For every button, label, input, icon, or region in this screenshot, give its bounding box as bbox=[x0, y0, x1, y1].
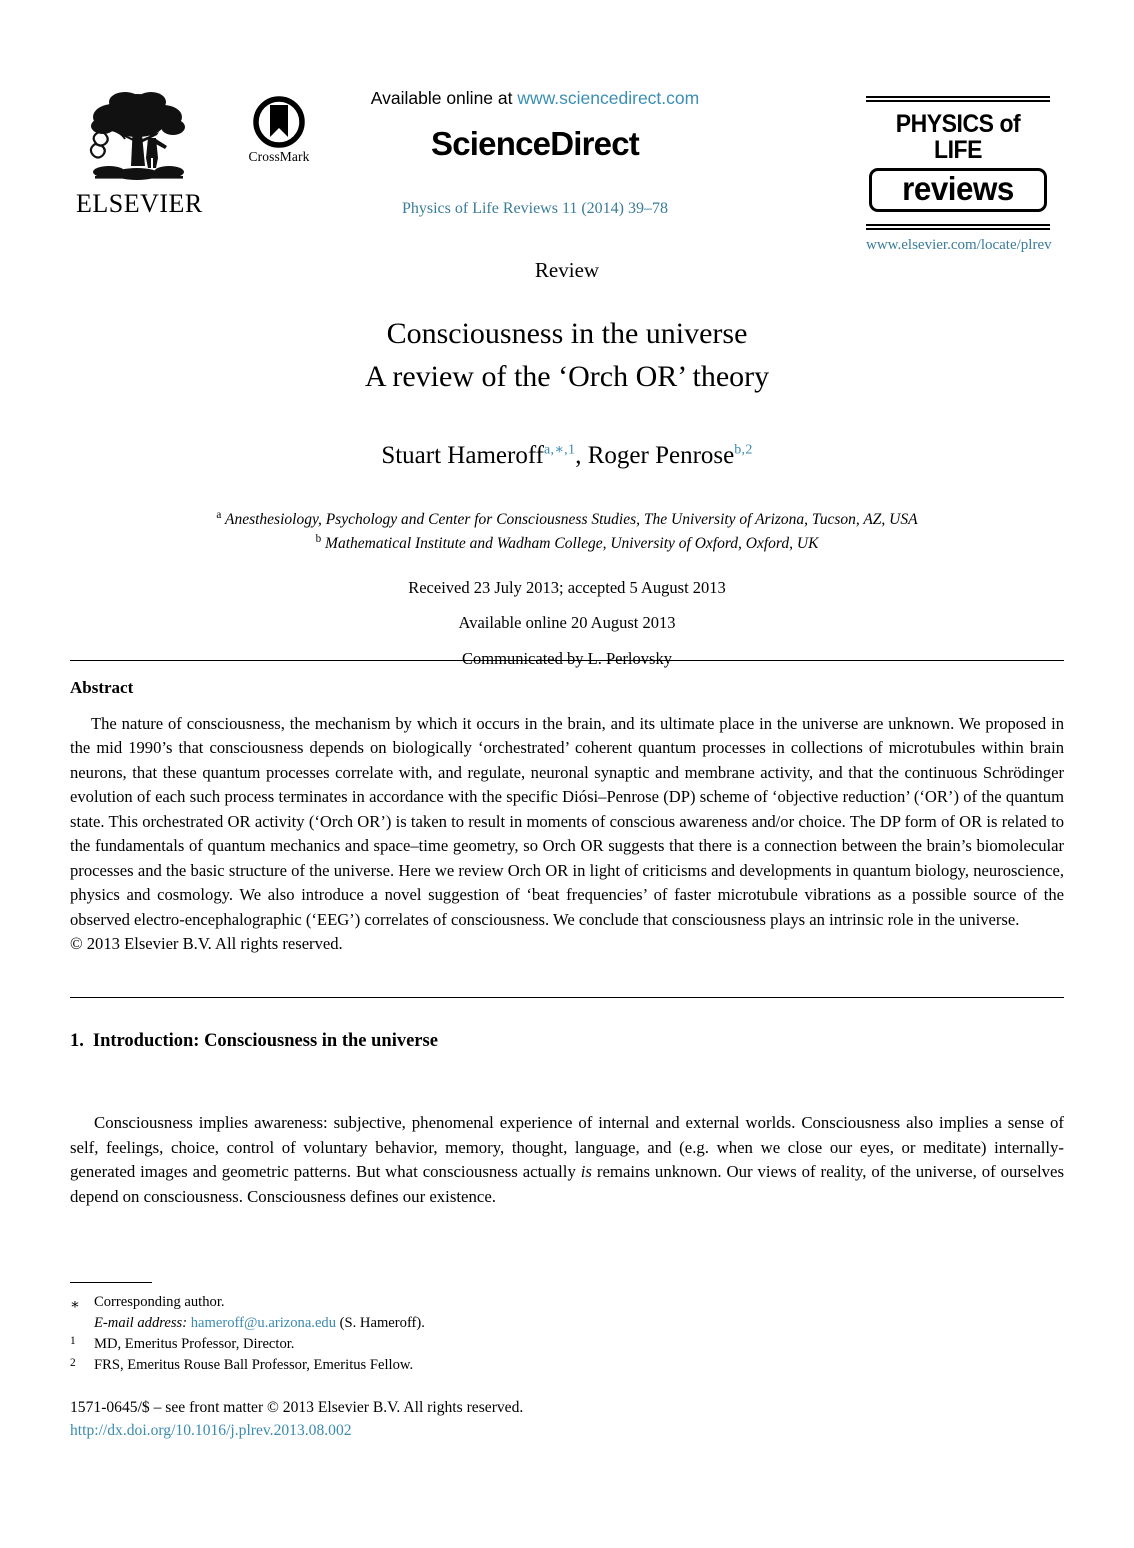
page-footer bbox=[70, 1396, 870, 1443]
article-type: Review bbox=[534, 258, 600, 282]
masthead bbox=[0, 0, 1134, 254]
footnote-mark-star: ∗ bbox=[70, 1296, 80, 1313]
abstract-rule-top bbox=[70, 660, 1064, 661]
received-accepted-date: Received 23 July 2013; accepted 5 August 2013 bbox=[408, 577, 726, 597]
affiliation-mark-a: a bbox=[216, 508, 222, 521]
sciencedirect-wordmark: ScienceDirect bbox=[431, 125, 639, 162]
author-name-0[interactable]: Stuart Hameroff bbox=[381, 442, 545, 470]
author-marks-0: a,∗,1 bbox=[544, 443, 576, 459]
footnote-text-2: FRS, Emeritus Rouse Ball Professor, Emeritus Fellow. bbox=[94, 1357, 414, 1374]
footnote-email-text bbox=[94, 1313, 770, 1334]
affiliation-text-b: Mathematical Institute and Wadham College, University of Oxford, Oxford, UK bbox=[325, 535, 819, 553]
intro-part-2: remains unknown. Our views of reality, of the universe, of ourselves depend on consciousness. Consciousness defines our existence. bbox=[70, 1162, 1064, 1207]
affiliations bbox=[67, 507, 1067, 556]
front-matter-line: 1571-0645/$ – see front matter © 2013 Elsevier B.V. All rights reserved. bbox=[70, 1399, 524, 1416]
intro-part-1: Consciousness implies awareness: subjective, phenomenal experience of internal and external worlds. Consciousness also implies a sense of self, feelings, choice, control of voluntary behavior, memory, thought, language, and (e.g. when we close our eyes, or meditate) internally-generated images and geometric patterns. But what consciousness actually bbox=[70, 1112, 1064, 1182]
email-address-label: E-mail address: bbox=[94, 1315, 188, 1332]
journal-url-link[interactable]: www.elsevier.com/locate/plrev bbox=[866, 237, 1052, 254]
page-title bbox=[67, 313, 1067, 398]
footnote-1 bbox=[70, 1334, 770, 1355]
journal-logo bbox=[866, 96, 1050, 254]
logo-rule-bottom bbox=[866, 224, 1050, 230]
section-heading-1 bbox=[70, 1031, 1064, 1052]
footnote-rule bbox=[70, 1282, 152, 1283]
email-link[interactable]: hameroff@u.arizona.edu bbox=[190, 1315, 337, 1332]
email-suffix: (S. Hameroff). bbox=[336, 1315, 425, 1332]
abstract-copyright: © 2013 Elsevier B.V. All rights reserved. bbox=[70, 934, 343, 954]
affiliation-text-a: Anesthesiology, Psychology and Center for Consciousness Studies, The University of Arizona, Tucson, AZ, USA bbox=[224, 511, 918, 529]
author-separator: , bbox=[575, 442, 588, 470]
crossmark-badge[interactable] bbox=[236, 96, 322, 165]
footnote-mark-1: 1 bbox=[70, 1335, 76, 1348]
footnotes bbox=[70, 1292, 770, 1377]
intro-paragraph bbox=[70, 1111, 1064, 1210]
logo-rule-top bbox=[866, 96, 1050, 102]
available-prefix: Available online at bbox=[370, 88, 518, 108]
intro-emphasis: is bbox=[580, 1162, 592, 1182]
title-line-2: A review of the ‘Orch OR’ theory bbox=[364, 359, 770, 393]
elsevier-tree-icon bbox=[79, 84, 197, 188]
available-online-date: Available online 20 August 2013 bbox=[458, 613, 676, 633]
journal-logo-box bbox=[869, 168, 1047, 213]
footnote-text-1: MD, Emeritus Professor, Director. bbox=[94, 1336, 295, 1353]
sciencedirect-link[interactable]: www.sciencedirect.com bbox=[517, 88, 700, 108]
abstract-rule-bottom bbox=[70, 997, 1064, 998]
journal-logo-line2: reviews bbox=[902, 169, 1014, 207]
sciencedirect-block bbox=[345, 88, 725, 163]
journal-citation[interactable]: Physics of Life Reviews 11 (2014) 39–78 bbox=[401, 200, 669, 217]
section-title: Introduction: Consciousness in the universe bbox=[92, 1031, 438, 1051]
journal-logo-line1: PHYSICS of LIFE bbox=[895, 110, 1021, 165]
title-block bbox=[67, 258, 1067, 669]
section-number: 1. bbox=[70, 1031, 84, 1051]
communicated-by: Communicated by L. Perlovsky bbox=[462, 649, 672, 669]
footnote-corresponding-author bbox=[70, 1292, 770, 1313]
footnote-text-corresponding: Corresponding author. bbox=[94, 1294, 225, 1310]
elsevier-logo bbox=[76, 84, 203, 218]
abstract-heading: Abstract bbox=[70, 678, 134, 697]
doi-link[interactable]: http://dx.doi.org/10.1016/j.plrev.2013.08.002 bbox=[70, 1422, 352, 1440]
author-name-1[interactable]: Roger Penrose bbox=[587, 442, 735, 470]
abstract-section bbox=[70, 678, 1064, 957]
crossmark-icon bbox=[253, 96, 305, 148]
author-marks-1: b,2 bbox=[734, 443, 753, 459]
publication-dates bbox=[67, 578, 1067, 669]
author-list bbox=[67, 440, 1067, 473]
affiliation-a bbox=[67, 507, 1067, 531]
footnote-2 bbox=[70, 1355, 770, 1376]
affiliation-b bbox=[67, 531, 1067, 555]
elsevier-wordmark: ELSEVIER bbox=[76, 189, 203, 218]
footnote-email bbox=[70, 1313, 770, 1334]
abstract-text: The nature of consciousness, the mechanism by which it occurs in the brain, and its ultimate place in the universe are unknown. We proposed in the mid 1990’s that consciousness depends on biologically ‘orchestrated’ coherent quantum processes in collections of microtubules within brain neurons, that these quantum processes correlate with, and regulate, neuronal synaptic and membrane activity, and that the continuous Schrödinger evolution of each such process terminates in accordance with the specific Diósi–Penrose (DP) scheme of ‘objective reduction’ (‘OR’) of the quantum state. This orchestrated OR activity (‘Orch OR’) is taken to result in moments of conscious awareness and/or choice. The DP form of OR is related to the fundamentals of quantum mechanics and space–time geometry, so Orch OR suggests that there is a connection between the brain’s biomolecular processes and the basic structure of the universe. Here we review Orch OR in light of criticisms and developments in quantum biology, neuroscience, physics and cosmology. We also introduce a novel suggestion of ‘beat frequencies’ of faster microtubule vibrations as a possible source of the observed electro-encephalographic (‘EEG’) correlates of consciousness. We conclude that consciousness plays an intrinsic role in the universe. bbox=[70, 714, 1064, 929]
crossmark-label: CrossMark bbox=[248, 149, 310, 164]
available-online-line bbox=[345, 88, 725, 109]
footnote-mark-2: 2 bbox=[70, 1356, 76, 1369]
affiliation-mark-b: b bbox=[315, 533, 322, 546]
title-line-1: Consciousness in the universe bbox=[386, 317, 748, 351]
